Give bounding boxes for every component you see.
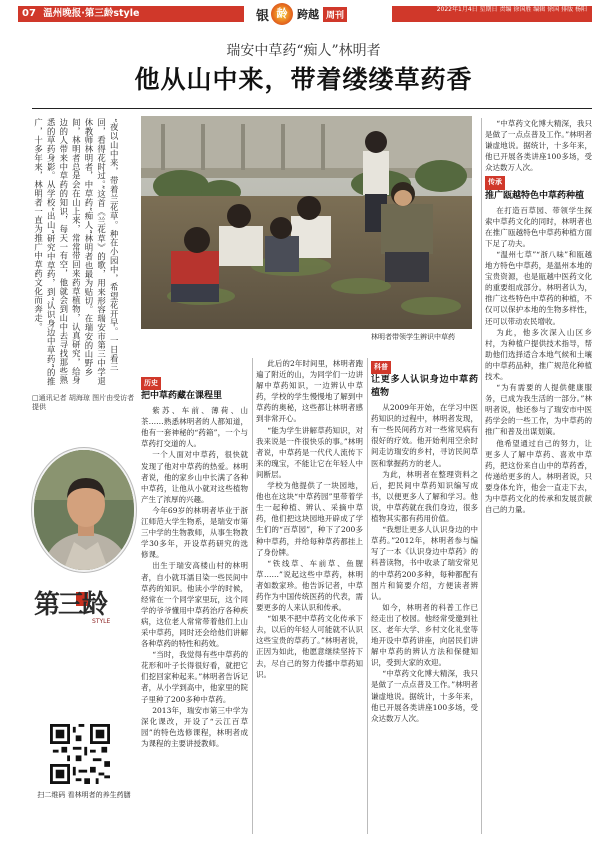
qr-code — [50, 724, 110, 784]
section-tag-history: 历史 — [141, 377, 161, 390]
portrait-image — [34, 450, 136, 572]
paragraph: 出生于瑞安高楼山村的林明者，自小就耳濡目染一些民间中草药的知识。他读小学的时候，经常在一个同学家里玩，这个同学的爷爷懂用中草药治疗各种疾病，这位老人常常带着他们上山采中草药，同时还会给他们讲解各种草药的特性和药效。 — [141, 561, 248, 649]
section-tag-science: 科普 — [371, 361, 391, 374]
article-column-3 — [371, 358, 478, 834]
article-column-1 — [141, 374, 248, 834]
paragraph: 在打造百草园、带领学生探索中草药文化的同时，林明者也在推广瓯越特色中草药种植方面下足了功夫。 — [485, 205, 592, 248]
page-number: 07 — [22, 8, 36, 19]
section-title-history: 把中草药藏在课程里 — [141, 391, 223, 402]
paragraph: 从2009年开始，在学习中医药知识的过程中，林明者发现，有一些民间药方对一些常见病有很好的疗效。他开始利用空余时间走访瑞安的乡村，寻访民间草医和掌握药方的老人。 — [371, 403, 478, 468]
paragraph: 一个人面对中草药，很快就发现了他对中草药的热爱。林明者说，他的家乡山中长满了各种中草药，让他从小就对这些植物产生了浓厚的兴趣。 — [141, 450, 248, 504]
article-column-2 — [256, 358, 363, 834]
column-divider — [252, 358, 253, 834]
paragraph: 2013年，瑞安市第三中学为深化课改，开设了“云江百草园”的特色选修课程，林明者成为课程的主要讲授教师。 — [141, 705, 248, 748]
headline: 他从山中来，带着缕缕草药香 — [134, 65, 473, 94]
main-photo-image — [141, 116, 472, 329]
byline: □通讯记者 胡海琼 图片由受访者提供 — [32, 394, 135, 411]
paragraph: “为有需要的人提供健康服务，已成为我生活的一部分。”林明者说，他还参与了瑞安市中医药学会的一些工作，为中草药的推广和普及出谋划策。 — [485, 383, 592, 437]
column-logo-title: 第三龄 — [34, 590, 107, 620]
column-logo-subtitle: STYLE — [92, 618, 111, 625]
article-column-4 — [485, 118, 592, 834]
paragraph: 今年69岁的林明者毕业于浙江师范大学生物系，是瑞安市第三中学的生物教师，从事生物教学30多年，开设草药研究的选修课。 — [141, 505, 248, 560]
paragraph: “铁线草、车前草、鱼腥草……”说起这些中草药，林明者如数家珍。他告诉记者，中草药作为中国传统医药的代表，需要更多的人来认识和传承。 — [256, 558, 363, 613]
paragraph: “我想让更多人认识身边的中草药。”2012年，林明者参与编写了一本《认识身边中草药》的科普读物，书中收录了瑞安常见的中草药200多种，每种都配有图片和简要介绍，方便读者辨认。 — [371, 525, 478, 601]
qr-caption: 扫二维码 看林明者的养生药膳 — [37, 791, 131, 799]
column-divider — [367, 358, 368, 834]
section-logo-right: 跨越 — [297, 8, 320, 21]
paragraph: “如果不把中草药文化传承下去，以后的年轻人可能就不认识这些宝贵的草药了。”林明者说，正因为如此，他愿意继续坚持下去，尽自己的努力传播中草药知识。 — [256, 614, 363, 679]
section-title-heritage: 推广瓯越特色中草药种植 — [485, 190, 585, 201]
section-logo-burst: 龄 — [271, 3, 293, 25]
paragraph: “中草药文化博大精深，我只是做了一点点普及工作。”林明者谦虚地说。据统计，十多年来，他已开展各类讲座100多场，受众达数万人次。 — [371, 669, 478, 723]
column-divider — [481, 118, 482, 834]
headline-rule — [32, 108, 592, 109]
paragraph: “中草药文化博大精深，我只是做了一点点普及工作。”林明者谦虚地说。据统计，十多年来，他已开展各类讲座100多场，受众达数万人次。 — [485, 119, 592, 173]
paragraph: 紫苏、车前、薄荷、山茶……熟悉林明者的人都知道，他有一套神秘的“药箱”，一个与草药打交道的人。 — [141, 406, 248, 449]
paragraph: 此后的2年时间里，林明者跑遍了附近的山，为同学们一边讲解中草药知识，一边辨认中草药，学校的学生慢慢地了解到中草药的奥秘，这些都让林明者感到非常开心。 — [256, 359, 363, 424]
paragraph: 他希望通过自己的努力，让更多人了解中草药、喜欢中草药，把这份来自山中的草药香，传递给更多的人。林明者说，只要身体允许，他会一直走下去，为中草药文化的传承和发展贡献自己的力量。 — [485, 438, 592, 515]
main-photo — [141, 116, 472, 329]
kicker: 瑞安中草药“痴人”林明者 — [226, 43, 381, 59]
paragraph: 为此，他多次深入山区乡村，为种植户提供技术指导，帮助他们选择适合本地气候和土壤的中草药品种，推广规范化种植技术。 — [485, 327, 592, 381]
vertical-intro — [32, 118, 136, 411]
paragraph: “能为学生讲解草药知识，对我来说是一件很快乐的事。”林明者说，中草药是一代代人流传下来的瑰宝，不能让它在年轻人中间断层。 — [256, 425, 363, 479]
section-tag-heritage: 传承 — [485, 176, 505, 189]
section-tag: 周刊 — [323, 7, 347, 22]
masthead — [0, 0, 607, 28]
vertical-intro-text: “夜以山中来，带着兰花草。种在小园中，希望花开早。一日看三回，看得花时过。”这首《兰花草》的歌，用来形容瑞安市第三中学退休教师林明者，中草药“痴人”林明者也最为贴切。在瑞安的山野乡间，林明者总是会在山上来，常常带回来药草植物，认真研究，给身边的人带来中草药的知识，每天一有空，他就会到山中去寻找那些熟悉的草药身影。从学校“出山”研究中草药，到“认识身边中草药”的推广，十多年来，林明者一直为推广中草药文化而奔走。 — [33, 118, 120, 387]
paper-name: 温州晚报·第三龄style — [43, 8, 140, 19]
section-logo — [256, 2, 347, 26]
masthead-bar — [18, 6, 244, 22]
photo-caption: 林明者带领学生辨识中草药 — [371, 333, 455, 341]
section-logo-left: 银 — [256, 8, 270, 24]
paragraph: 学校为他提供了一块园地，他也在这块“中草药园”里带着学生一起种植、辨认、采摘中草药，他们把这块园地开辟成了学生们的“百草园”，种下了200多种中草药，并给每种草药都挂上了身份牌。 — [256, 481, 363, 557]
paragraph: “温州七草”“浙八味”和瓯越地方特色中草药，是温州本地的宝贵资源，也是瓯越中医药文化的重要组成部分。林明者认为，推广这些特色中草药的种植，不仅可以保护本地的生物多样性，还可以带动农民增收。 — [485, 249, 592, 326]
paragraph: 为此，林明者在整理资料之后，把民间中草药知识编写成书，以便更多人了解和学习。他说，中草药就在我们身边，很多植物其实都有药用价值。 — [371, 469, 478, 524]
portrait-photo — [32, 448, 136, 572]
column-logo — [32, 584, 136, 642]
paragraph: “当时，我觉得有些中草药的花形和叶子长得很好看，就把它们挖回家种起来。”林明者告诉记者，从小学到高中，他家里的院子里种了200多种中草药。 — [141, 650, 248, 704]
masthead-date-info: 2022年1月4日 星期日 责编 徐国胜 编辑 徐国 排版 杨阳 — [392, 6, 592, 22]
paragraph: 如今，林明者的科普工作已经走出了校园。他经常受邀到社区、老年大学、乡村文化礼堂等地开设中草药讲座，向居民们讲解中草药的辨认方法和保健知识，受到大家的欢迎。 — [371, 602, 478, 668]
section-title-science: 让更多人认识身边中草药植物 — [371, 375, 478, 399]
